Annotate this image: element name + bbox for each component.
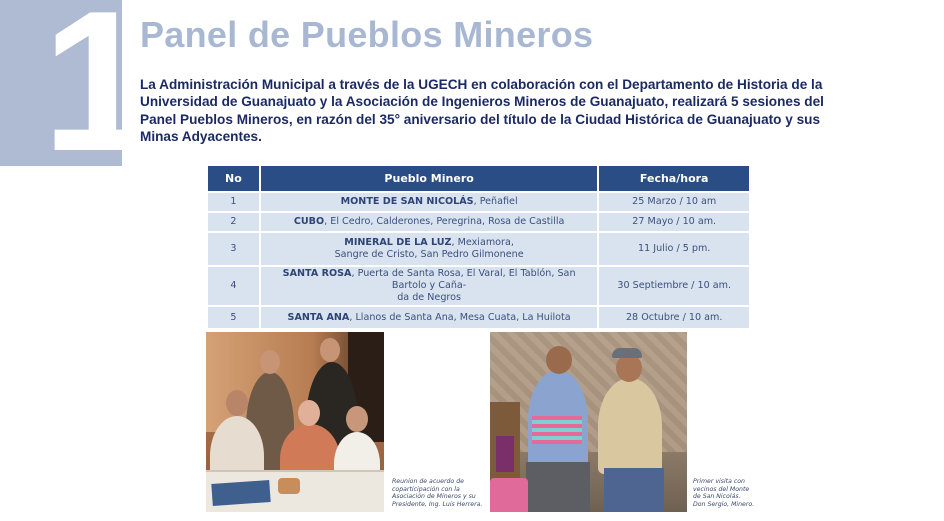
photo-folder xyxy=(211,480,270,506)
cell-fecha: 25 Marzo / 10 am xyxy=(599,193,749,211)
cell-no: 1 xyxy=(208,193,259,211)
miners-photo xyxy=(490,332,687,512)
cell-pueblo xyxy=(261,193,598,211)
pueblo-name: MONTE DE SAN NICOLÁS xyxy=(340,196,474,207)
caption-line: Presidente, Ing. Luis Herrera. xyxy=(392,500,483,508)
cell-no: 5 xyxy=(208,307,259,328)
table-header-row xyxy=(208,166,749,191)
table-row xyxy=(208,193,749,211)
pueblo-name: SANTA ANA xyxy=(287,311,350,323)
pueblo-rest-line2: da de Negros xyxy=(397,292,462,303)
person-head xyxy=(260,350,280,374)
cell-fecha: 11 Julio / 5 pm. xyxy=(599,233,749,265)
cell-fecha: 28 Octubre / 10 am. xyxy=(599,307,749,328)
intro-paragraph: La Administración Municipal a través de la UGECH en colaboración con el Departamento de Historia de la Universidad de Guanajuato y la Asociación de Ingenieros Mineros de Guanajuato, realizará 5 sesiones del Panel Pueblos Mineros, en razón del 35° aniversario del título de la Ciudad Histórica de Guanajuato y sus Minas Adyacentes. xyxy=(140,77,824,144)
pueblo-name: CUBO xyxy=(293,216,325,227)
caption-line: Primer visita con xyxy=(693,478,745,485)
pueblo-name: MINERAL DE LA LUZ xyxy=(344,237,452,248)
photo-basket xyxy=(278,478,300,494)
cell-no: 4 xyxy=(208,267,259,305)
caption-line: coparticipación con la xyxy=(392,485,460,493)
meeting-photo xyxy=(206,332,384,512)
caption-line: Reunion de acuerdo de xyxy=(392,478,464,485)
person-head xyxy=(616,354,642,382)
table-row xyxy=(208,213,749,231)
cell-no: 3 xyxy=(208,233,259,265)
pueblo-name: SANTA ROSA xyxy=(282,268,352,279)
section-number-block xyxy=(0,0,154,193)
caption-line: Asociación de Mineros y su xyxy=(392,493,476,501)
pueblo-rest: , Peñafiel xyxy=(473,196,518,207)
caption-line: vecinos del Monte xyxy=(693,485,750,493)
header-pueblo: Pueblo Minero xyxy=(261,166,598,191)
table-row xyxy=(208,233,749,265)
pueblo-rest: , Llanos de Santa Ana, Mesa Cuata, La Huilota xyxy=(349,311,571,323)
cell-pueblo xyxy=(261,233,598,265)
person-head xyxy=(226,390,248,416)
cell-pueblo xyxy=(261,267,598,305)
table-row xyxy=(208,307,749,328)
photo2-caption xyxy=(693,478,773,508)
person-cap xyxy=(612,348,642,358)
cell-pueblo xyxy=(261,213,598,231)
caption-line: Don Sergio, Minero. xyxy=(693,500,755,508)
pueblo-rest-line2: Sangre de Cristo, San Pedro Gilmonene xyxy=(334,249,524,260)
photo-bag-purple xyxy=(496,436,514,472)
page-title: Panel de Pueblos Mineros xyxy=(140,14,594,55)
cell-no: 2 xyxy=(208,213,259,231)
cell-fecha: 27 Mayo / 10 am. xyxy=(599,213,749,231)
caption-line: de San Nicolás. xyxy=(693,493,741,501)
sessions-table xyxy=(206,164,751,330)
photo-bag xyxy=(490,478,528,512)
person-legs xyxy=(526,462,590,512)
photo-gift-box xyxy=(532,416,582,444)
person-legs xyxy=(604,468,664,512)
section-number: 1 xyxy=(42,0,154,193)
person-head xyxy=(546,346,572,374)
person-head xyxy=(298,400,320,426)
header-no: No xyxy=(208,166,259,191)
pueblo-rest: , Puerta de Santa Rosa, El Varal, El Tablón, San Bartolo y Caña- xyxy=(351,268,576,291)
pueblo-rest: , Mexiamora, xyxy=(451,237,514,248)
person-head xyxy=(320,338,340,362)
person-figure xyxy=(598,378,662,474)
header-fecha: Fecha/hora xyxy=(599,166,749,191)
cell-pueblo xyxy=(261,307,598,328)
table-row xyxy=(208,267,749,305)
photo1-caption xyxy=(392,478,484,508)
cell-fecha: 30 Septiembre / 10 am. xyxy=(599,267,749,305)
person-head xyxy=(346,406,368,432)
pueblo-rest: , El Cedro, Calderones, Peregrina, Rosa de Castilla xyxy=(324,216,565,227)
